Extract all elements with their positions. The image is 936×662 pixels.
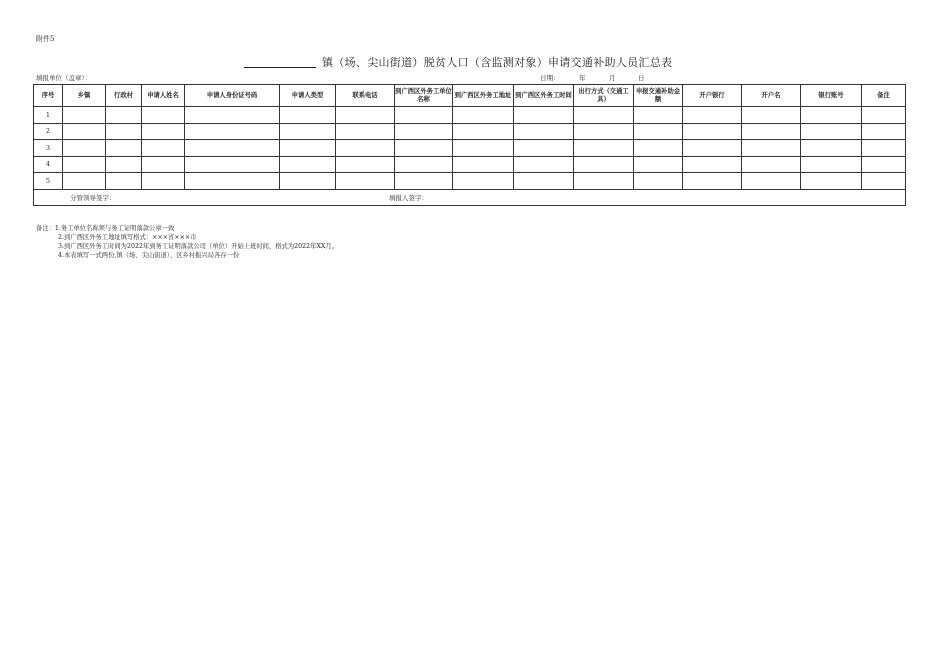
row-number: 5 — [34, 173, 63, 190]
fill-unit-label: 填报单位（盖章）： — [36, 74, 92, 82]
col-header: 到广西区外务工单位名称 — [395, 85, 453, 107]
row-number: 1 — [34, 107, 63, 124]
date-label: 日期： — [540, 74, 560, 82]
row-number: 4 — [34, 156, 63, 173]
row-number: 3 — [34, 140, 63, 157]
date-month-label: 月 — [609, 74, 616, 82]
note-item: 3.到广西区外务工时间为2022年到务工证明落款公司（单位）开始上班时间，格式为2022年XX月。 — [58, 243, 339, 250]
summary-table — [33, 84, 906, 206]
col-header: 到广西区外务工时间 — [514, 85, 574, 107]
table-row — [34, 140, 906, 157]
notes-lead: 备注： — [36, 225, 55, 232]
signature-row — [34, 189, 906, 205]
row-number: 2 — [34, 123, 63, 140]
date-day-label: 日 — [638, 74, 645, 82]
note-item: 备注：1.务工单位名称须与务工证明落款公章一致 — [36, 225, 175, 232]
table-row — [34, 173, 906, 190]
col-header: 申请人姓名 — [142, 85, 185, 107]
note-item: 4.本表填写一式两份,镇（场、尖山街道）、区乡村振兴局各存一份 — [58, 252, 240, 259]
col-header: 申报交通补助金额 — [634, 85, 683, 107]
table-row — [34, 123, 906, 140]
col-header: 乡镇 — [63, 85, 106, 107]
filler-sign-label: 填报人签字： — [389, 193, 428, 202]
col-header: 备注 — [862, 85, 906, 107]
col-header: 联系电话 — [336, 85, 395, 107]
col-header: 开户银行 — [683, 85, 742, 107]
col-header: 银行账号 — [801, 85, 862, 107]
col-header: 序号 — [34, 85, 63, 107]
col-header: 出行方式（交通工具） — [574, 85, 634, 107]
title-blank-line — [244, 66, 316, 68]
leader-sign-label: 分管领导签字： — [70, 193, 116, 202]
col-header: 申请人身份证号码 — [185, 85, 280, 107]
attachment-label: 附件5 — [36, 35, 55, 43]
col-header: 开户名 — [742, 85, 801, 107]
col-header: 申请人类型 — [280, 85, 336, 107]
col-header: 到广西区外务工地址 — [453, 85, 514, 107]
note-item: 2.到广西区外务工地址填写格式：×××省×××市 — [58, 234, 197, 241]
table-row — [34, 156, 906, 173]
col-header: 行政村 — [106, 85, 142, 107]
table-row — [34, 107, 906, 124]
notes — [36, 224, 338, 260]
date-year-label: 年 — [579, 74, 586, 82]
table-header-row — [34, 85, 906, 107]
page-title: 镇（场、尖山街道）脱贫人口（含监测对象）申请交通补助人员汇总表 — [322, 56, 673, 69]
